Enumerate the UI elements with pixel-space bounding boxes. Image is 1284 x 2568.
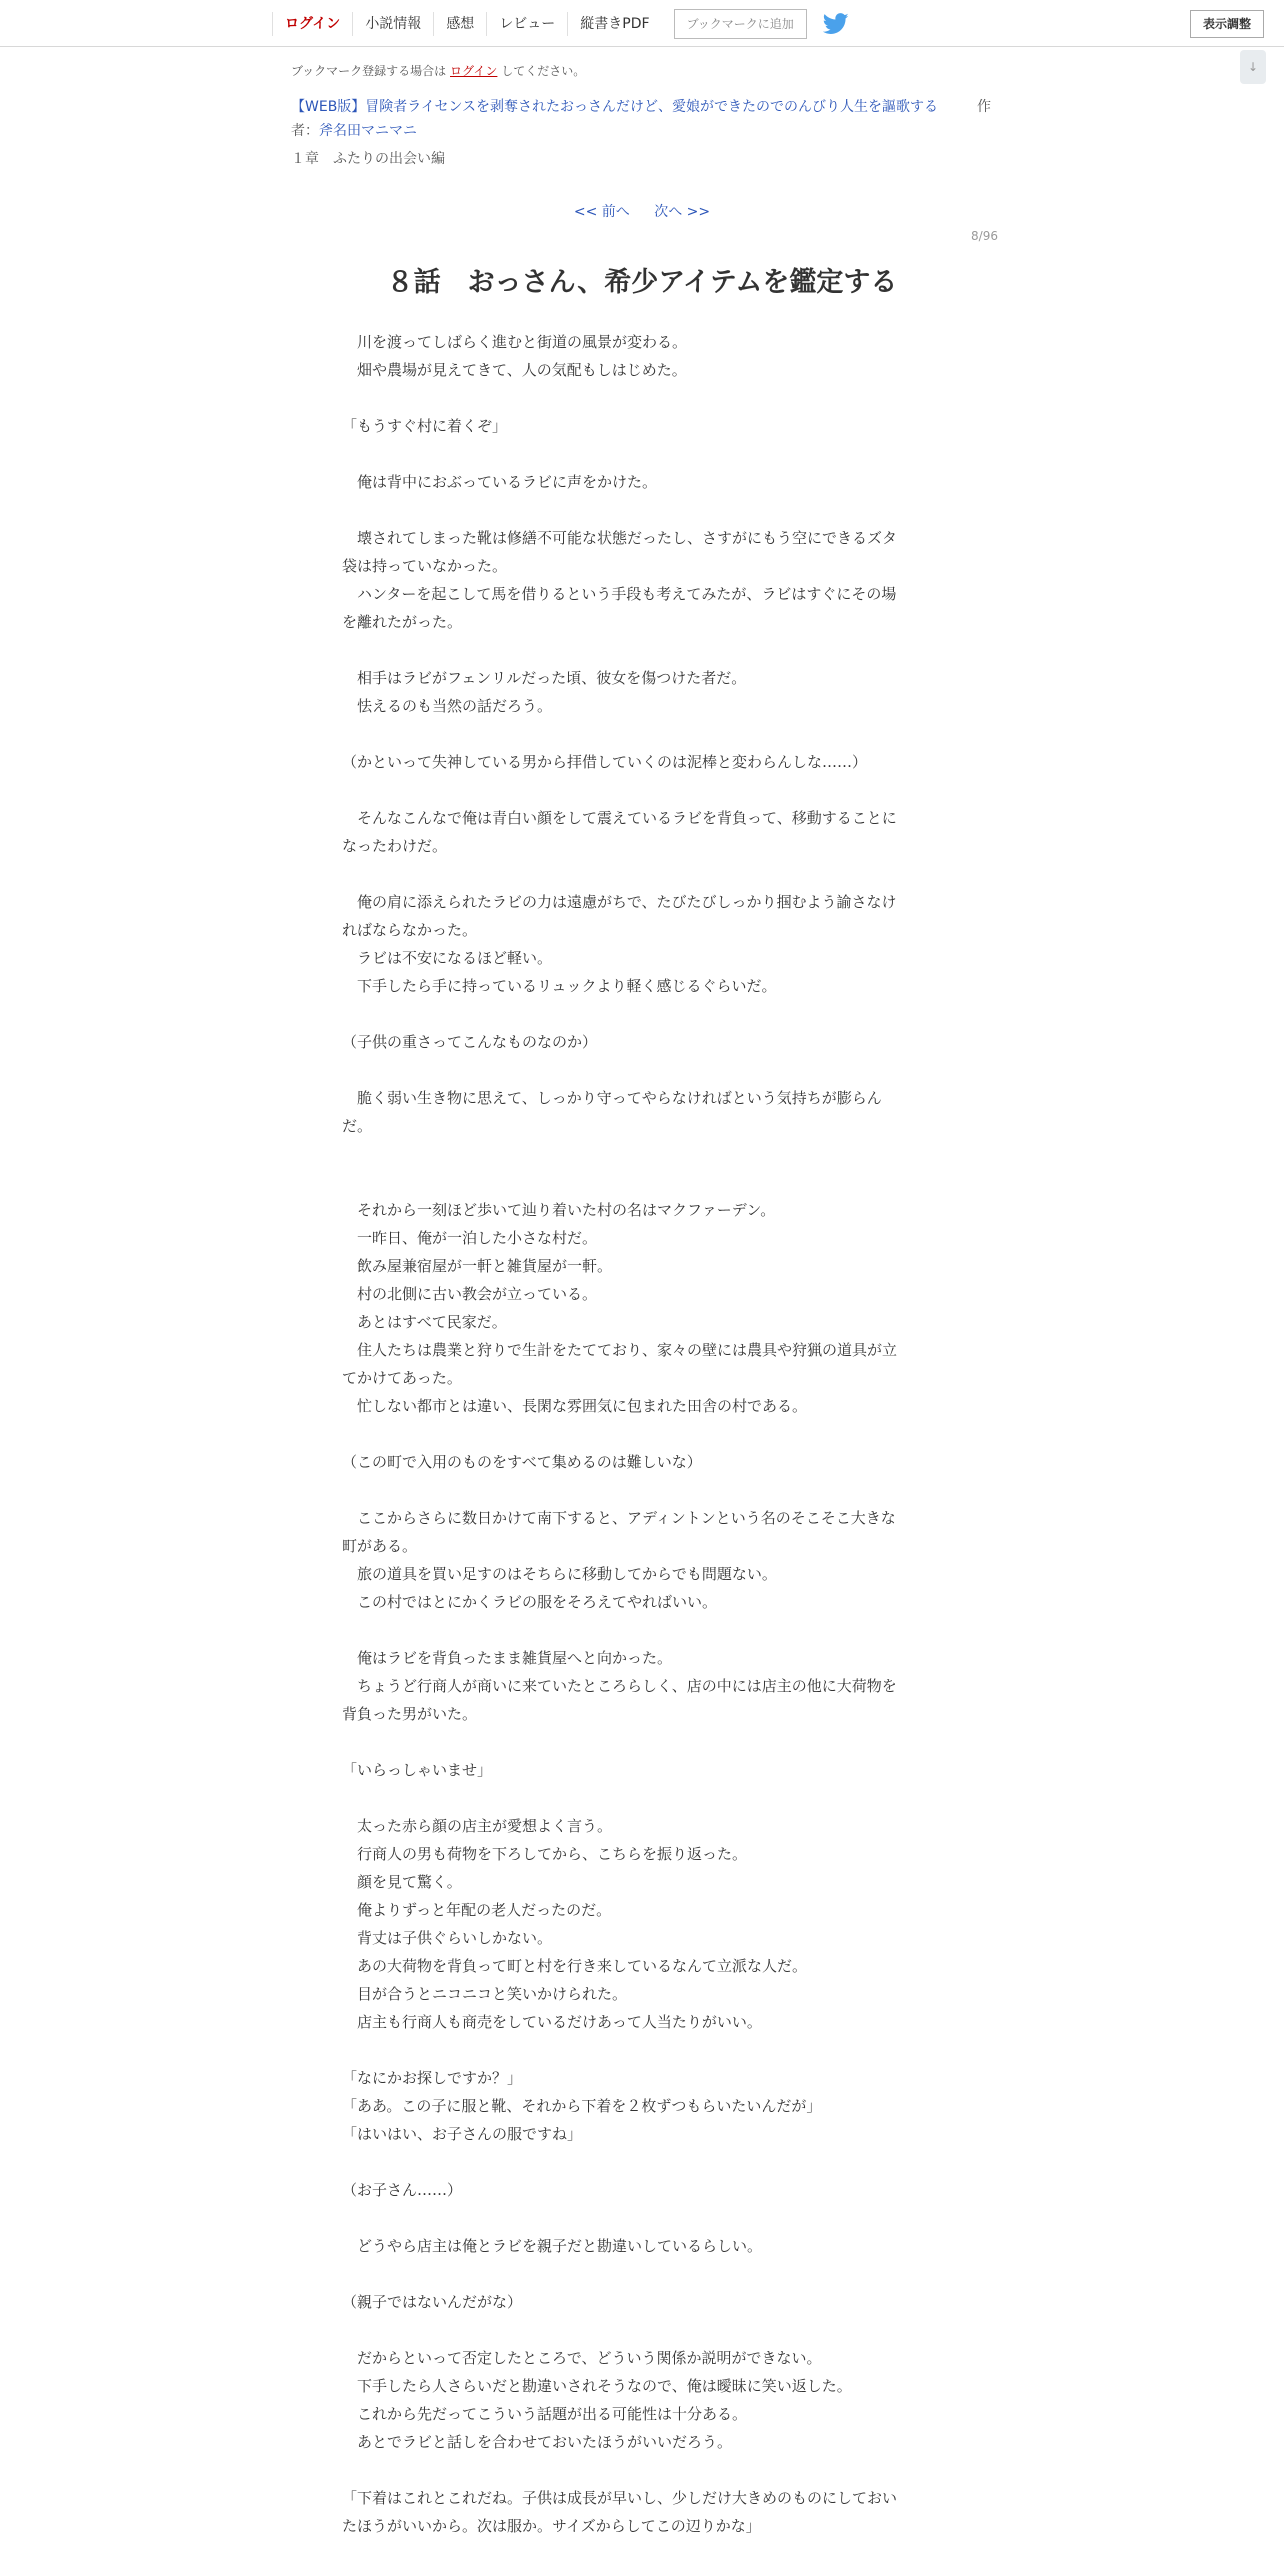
nav-novel-info[interactable]: 小説情報 bbox=[352, 12, 433, 36]
body-line bbox=[342, 1056, 942, 1084]
body-line: それから一刻ほど歩いて辿り着いた村の名はマクファーデン。 bbox=[342, 1201, 776, 1219]
body-line: 怯えるのも当然の話だろう。 bbox=[342, 697, 553, 715]
body-line: 「もうすぐ村に着くぞ」 bbox=[342, 417, 508, 435]
body-line: 村の北側に古い教会が立っている。 bbox=[342, 1285, 598, 1303]
body-line bbox=[342, 2456, 942, 2484]
body-line: だ。 bbox=[342, 1117, 373, 1135]
body-line: 下手したら手に持っているリュックより軽く感じるぐらいだ。 bbox=[342, 977, 777, 995]
body-line bbox=[342, 860, 942, 888]
body-line: （かといって失神している男から拝借していくのは泥棒と変わらんしな……） bbox=[342, 753, 868, 771]
body-line bbox=[342, 384, 942, 412]
body-line: 袋は持っていなかった。 bbox=[342, 557, 508, 575]
page-count: 8/96 bbox=[971, 229, 998, 243]
body-line: 「はいはい、お子さんの服ですね」 bbox=[342, 2125, 583, 2143]
twitter-bird-icon[interactable] bbox=[823, 13, 849, 35]
body-line: （お子さん……） bbox=[342, 2181, 463, 2199]
body-line: （子供の重さってこんなものなのか） bbox=[342, 1033, 598, 1051]
body-line bbox=[342, 2148, 942, 2176]
nav-review[interactable]: レビュー bbox=[486, 12, 567, 36]
body-line: この村ではとにかくラビの服をそろえてやればいい。 bbox=[342, 1593, 718, 1611]
body-line: 俺よりずっと年配の老人だったのだ。 bbox=[342, 1901, 612, 1919]
body-line: あの大荷物を背負って町と村を行き来しているなんて立派な人だ。 bbox=[342, 1957, 808, 1975]
scroll-down-icon[interactable]: ↓ bbox=[1240, 50, 1266, 84]
next-episode-link[interactable]: 次へ >> bbox=[654, 204, 711, 220]
body-line: 旅の道具を買い足すのはそちらに移動してからでも問題ない。 bbox=[342, 1565, 777, 1583]
bookmark-note-prefix: ブックマーク登録する場合は bbox=[291, 64, 447, 78]
body-line: 「下着はこれとこれだね。子供は成長が早いし、少しだけ大きめのものにしておい bbox=[342, 2489, 898, 2507]
body-line: 俺の肩に添えられたラビの力は遠慮がちで、たびたびしっかり掴むよう諭さなけ bbox=[342, 893, 897, 911]
body-line bbox=[342, 1476, 942, 1504]
body-line: 太った赤ら顔の店主が愛想よく言う。 bbox=[342, 1817, 613, 1835]
body-line bbox=[342, 636, 942, 664]
episode-title: ８話 おっさん、希少アイテムを鑑定する bbox=[386, 267, 898, 298]
body-line: を離れたがった。 bbox=[342, 613, 463, 631]
body-line: 背丈は子供ぐらいしかない。 bbox=[342, 1929, 553, 1947]
body-line: 「なにかお探しですか？」 bbox=[342, 2069, 523, 2087]
body-line bbox=[342, 720, 942, 748]
body-line bbox=[342, 776, 942, 804]
body-line bbox=[342, 2260, 942, 2288]
body-line: だからといって否定したところで、どういう関係か説明ができない。 bbox=[342, 2349, 822, 2367]
body-line: 町がある。 bbox=[342, 1537, 418, 1555]
body-line: 一昨日、俺が一泊した小さな村だ。 bbox=[342, 1229, 598, 1247]
body-line: 飲み屋兼宿屋が一軒と雑貨屋が一軒。 bbox=[342, 1257, 613, 1275]
body-line: ればならなかった。 bbox=[342, 921, 478, 939]
bookmark-note-login-link[interactable]: ログイン bbox=[450, 64, 498, 78]
body-line: （この町で入用のものをすべて集めるのは難しいな） bbox=[342, 1453, 702, 1471]
author-name-link[interactable]: 斧名田マニマニ bbox=[319, 123, 417, 139]
body-line: 「ああ。この子に服と靴、それから下着を２枚ずつもらいたいんだが」 bbox=[342, 2097, 822, 2115]
body-line: 下手したら人さらいだと勘違いされそうなので、俺は曖昧に笑い返した。 bbox=[342, 2377, 852, 2395]
author-label: 者： bbox=[291, 123, 319, 139]
episode-pager bbox=[0, 201, 1284, 221]
series-info bbox=[291, 95, 991, 143]
body-line: 顔を見て驚く。 bbox=[342, 1873, 462, 1891]
body-line: 俺は背中におぶっているラビに声をかけた。 bbox=[342, 473, 658, 491]
body-line: 畑や農場が見えてきて、人の気配もしはじめた。 bbox=[342, 361, 687, 379]
chapter-title: １章 ふたりの出会い編 bbox=[291, 151, 445, 167]
body-line bbox=[342, 496, 942, 524]
body-line: あとでラビと話しを合わせておいたほうがいいだろう。 bbox=[342, 2433, 733, 2451]
body-line: （親子ではないんだがな） bbox=[342, 2293, 523, 2311]
body-line: 住人たちは農業と狩りで生計をたてており、家々の壁には農具や狩猟の道具が立 bbox=[342, 1341, 898, 1359]
body-line: 相手はラビがフェンリルだった頃、彼女を傷つけた者だ。 bbox=[342, 669, 747, 687]
body-line bbox=[342, 1784, 942, 1812]
episode-body bbox=[342, 328, 942, 2540]
bookmark-note-suffix: してください。 bbox=[501, 64, 586, 78]
body-line bbox=[342, 1140, 942, 1168]
body-line: たほうがいいから。次は服か。サイズからしてこの辺りかな」 bbox=[342, 2517, 761, 2535]
prev-episode-link[interactable]: << 前へ bbox=[573, 204, 630, 220]
body-line: これから先だってこういう話題が出る可能性は十分ある。 bbox=[342, 2405, 748, 2423]
body-line: ここからさらに数日かけて南下すると、アディントンという名のそこそこ大きな bbox=[342, 1509, 896, 1527]
body-line: 背負った男がいた。 bbox=[342, 1705, 478, 1723]
body-line: 店主も行商人も商売をしているだけあって人当たりがいい。 bbox=[342, 2013, 762, 2031]
body-line: ちょうど行商人が商いに来ていたところらしく、店の中には店主の他に大荷物を bbox=[342, 1677, 897, 1695]
body-line: 目が合うとニコニコと笑いかけられた。 bbox=[342, 1985, 628, 2003]
body-line bbox=[342, 1000, 942, 1028]
nav-impressions[interactable]: 感想 bbox=[433, 12, 486, 36]
body-line: なったわけだ。 bbox=[342, 837, 448, 855]
series-title-link[interactable]: 【WEB版】冒険者ライセンスを剥奪されたおっさんだけど、愛娘ができたのでのんびり人生を謳歌する bbox=[291, 99, 939, 115]
body-line bbox=[342, 2036, 942, 2064]
body-line: 行商人の男も荷物を下ろしてから、こちらを振り返った。 bbox=[342, 1845, 748, 1863]
body-line: 壊されてしまった靴は修繕不可能な状態だったし、さすがにもう空にできるズタ bbox=[342, 529, 898, 547]
body-line: 俺はラビを背負ったまま雑貨屋へと向かった。 bbox=[342, 1649, 673, 1667]
body-line bbox=[342, 440, 942, 468]
body-line: ハンターを起こして馬を借りるという手段も考えてみたが、ラビはすぐにその場 bbox=[342, 585, 897, 603]
body-line: 川を渡ってしばらく進むと街道の風景が変わる。 bbox=[342, 333, 688, 351]
bookmark-login-note bbox=[291, 62, 1011, 79]
header-nav bbox=[272, 11, 849, 37]
author-label-prefix: 作 bbox=[977, 99, 991, 115]
nav-login[interactable]: ログイン bbox=[272, 12, 352, 36]
body-line: あとはすべて民家だ。 bbox=[342, 1313, 507, 1331]
body-line bbox=[342, 1420, 942, 1448]
body-line: てかけてあった。 bbox=[342, 1369, 462, 1387]
body-line bbox=[342, 2204, 942, 2232]
body-line: 「いらっしゃいませ」 bbox=[342, 1761, 493, 1779]
body-line bbox=[342, 1168, 942, 1196]
body-line bbox=[342, 2316, 942, 2344]
body-line bbox=[342, 1728, 942, 1756]
body-line: そんなこんなで俺は青白い顔をして震えているラビを背負って、移動することに bbox=[342, 809, 897, 827]
body-line: ラビは不安になるほど軽い。 bbox=[342, 949, 553, 967]
add-bookmark-button[interactable]: ブックマークに追加 bbox=[674, 9, 807, 39]
body-line: どうやら店主は俺とラビを親子だと勘違いしているらしい。 bbox=[342, 2237, 763, 2255]
body-line bbox=[342, 1616, 942, 1644]
display-settings-button[interactable]: 表示調整 bbox=[1190, 10, 1264, 38]
top-navigation-bar bbox=[0, 0, 1284, 47]
nav-vertical-pdf[interactable]: 縦書きPDF bbox=[567, 12, 661, 36]
body-line: 忙しない都市とは違い、長閑な雰囲気に包まれた田舎の村である。 bbox=[342, 1397, 808, 1415]
body-line: 脆く弱い生き物に思えて、しっかり守ってやらなければという気持ちが膨らん bbox=[342, 1089, 882, 1107]
